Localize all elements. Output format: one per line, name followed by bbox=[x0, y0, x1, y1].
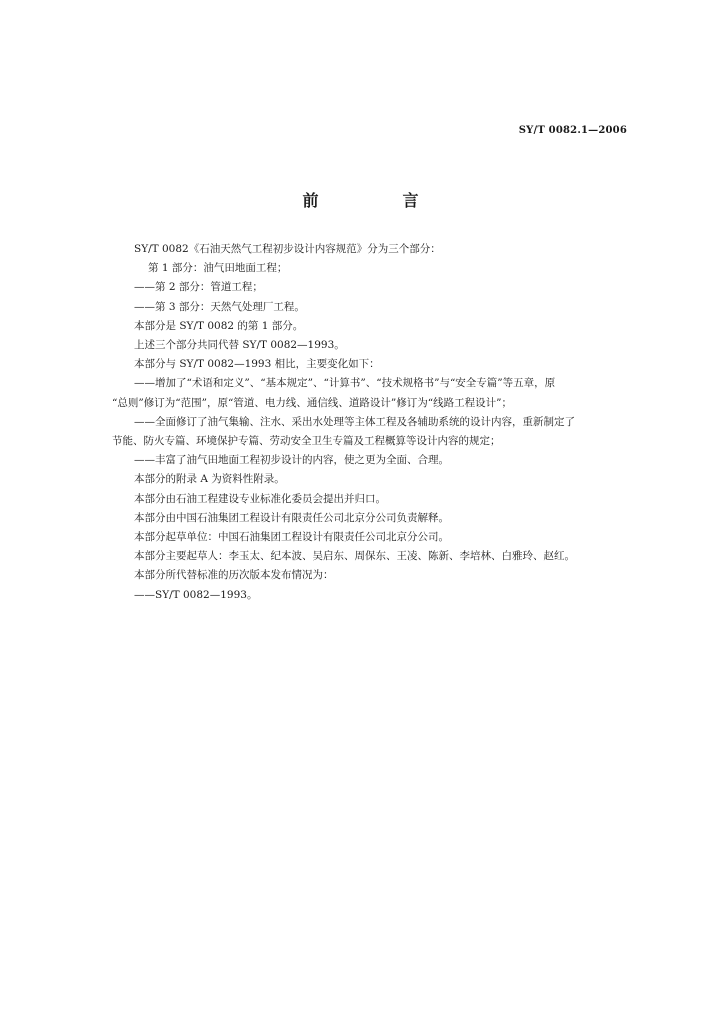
foreword-line: 本部分所代替标准的历次版本发布情况为： bbox=[134, 569, 334, 582]
foreword-line: 本部分是 SY/T 0082 的第 1 部分。 bbox=[134, 319, 304, 332]
foreword-line: 本部分由中国石油集团工程设计有限责任公司北京分公司负责解释。 bbox=[134, 511, 449, 524]
standard-code: SY/T 0082.1—2006 bbox=[518, 125, 627, 136]
foreword-line: ——第 3 部分：天然气处理厂工程。 bbox=[134, 300, 305, 313]
foreword-line: “总则”修订为“范围”，原“管道、电力线、通信线、道路设计”修订为“线路工程设计”； bbox=[112, 396, 512, 409]
foreword-line: ——SY/T 0082—1993。 bbox=[134, 588, 258, 601]
foreword-line: 本部分主要起草人：李玉太、纪本波、吴启东、周保东、王凌、陈新、李培林、白雅玲、赵红。 bbox=[134, 550, 575, 563]
foreword-line: 本部分的附录 A 为资料性附录。 bbox=[134, 473, 285, 486]
foreword-line: SY/T 0082《石油天然气工程初步设计内容规范》分为三个部分： bbox=[134, 243, 441, 255]
foreword-line: ——丰富了油气田地面工程初步设计的内容，使之更为全面、合理。 bbox=[134, 454, 449, 467]
foreword-line: 上述三个部分共同代替 SY/T 0082—1993。 bbox=[134, 339, 345, 352]
foreword-line: ——第 2 部分：管道工程； bbox=[134, 281, 263, 294]
page-title: 前 言 bbox=[302, 191, 453, 210]
foreword-line: 节能、防火专篇、环境保护专篇、劳动安全卫生专篇及工程概算等设计内容的规定； bbox=[112, 435, 501, 448]
foreword-line: 第 1 部分：油气田地面工程； bbox=[148, 262, 288, 275]
foreword-line: 本部分起草单位：中国石油集团工程设计有限责任公司北京分公司。 bbox=[134, 531, 449, 544]
foreword-line: 本部分由石油工程建设专业标准化委员会提出并归口。 bbox=[134, 492, 386, 505]
foreword-line: ——增加了“术语和定义”、“基本规定”、“计算书”、“技术规格书”与“安全专篇”等五章，原 bbox=[134, 377, 556, 390]
foreword-line: ——全面修订了油气集输、注水、采出水处理等主体工程及各辅助系统的设计内容，重新制定了 bbox=[134, 415, 575, 428]
foreword-line: 本部分与 SY/T 0082—1993 相比，主要变化如下： bbox=[134, 358, 380, 371]
foreword-body bbox=[112, 240, 632, 605]
